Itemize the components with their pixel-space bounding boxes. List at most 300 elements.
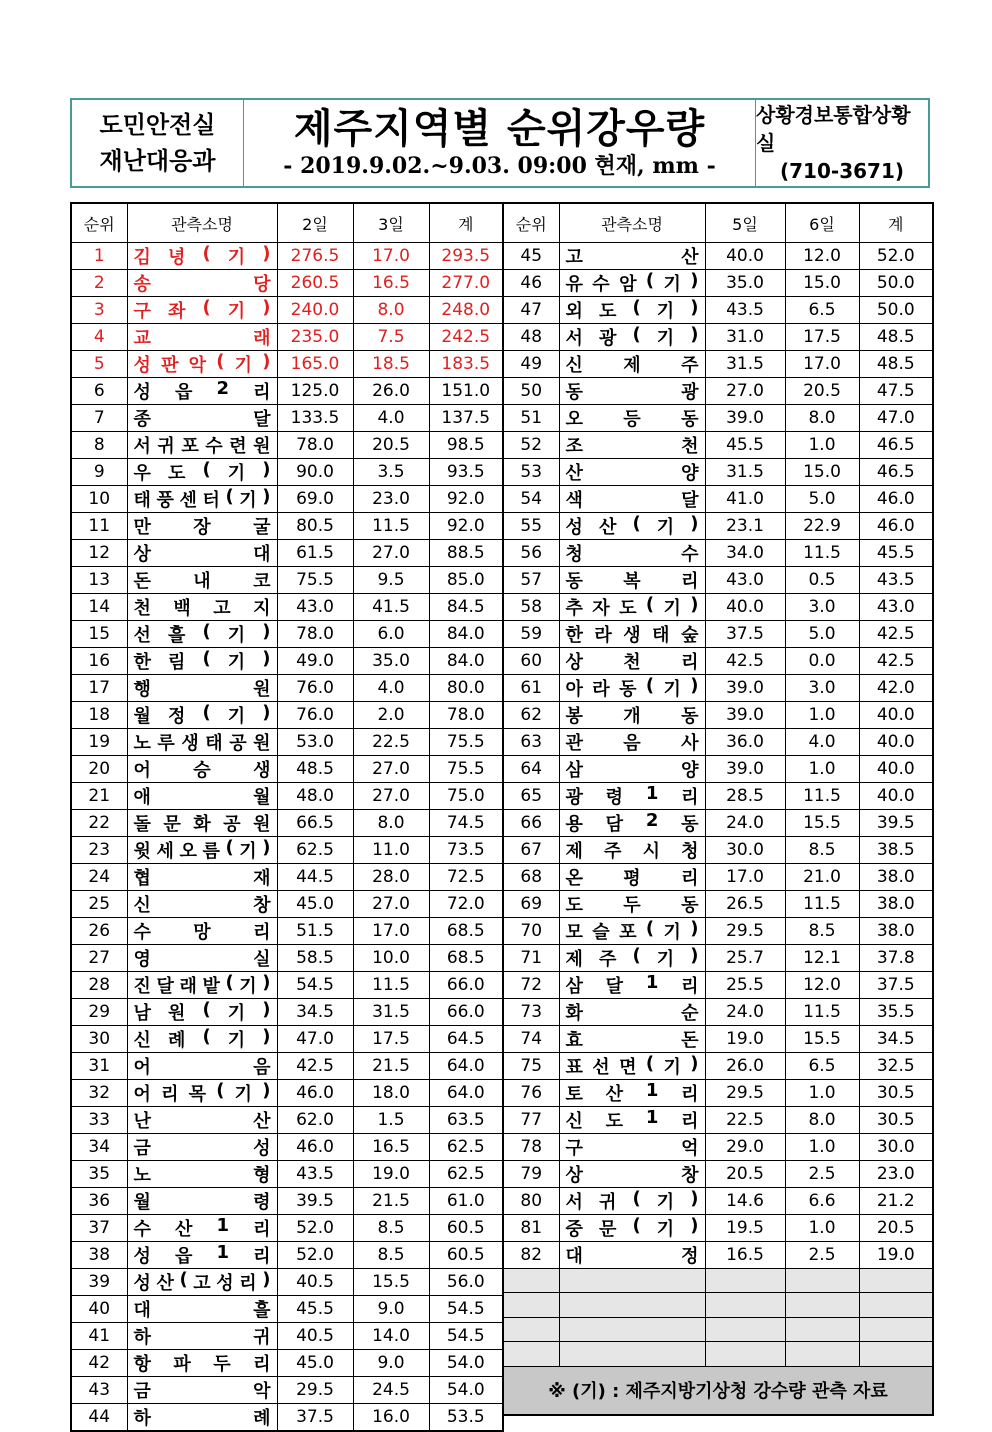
total-value: 50.0 xyxy=(859,270,933,297)
col-day2: 6일 xyxy=(785,203,859,243)
day1-value: 78.0 xyxy=(277,432,353,459)
day1-value: 45.0 xyxy=(277,891,353,918)
day2-value: 6.0 xyxy=(353,621,429,648)
rank-cell: 55 xyxy=(503,513,559,540)
table-row xyxy=(71,567,503,594)
station-name: 애 월 xyxy=(127,783,277,810)
note-row xyxy=(503,1366,933,1415)
total-value: 20.5 xyxy=(859,1215,933,1242)
station-name: 조 천 xyxy=(559,432,705,459)
day2-value: 15.0 xyxy=(785,459,859,486)
total-value: 61.0 xyxy=(429,1188,503,1215)
total-value: 30.5 xyxy=(859,1107,933,1134)
day1-value: 29.5 xyxy=(705,1080,785,1107)
rank-cell: 34 xyxy=(71,1134,127,1161)
day1-value: 42.5 xyxy=(277,1053,353,1080)
station-name: 대 정 xyxy=(559,1242,705,1269)
rank-cell: 51 xyxy=(503,405,559,432)
day2-value: 4.0 xyxy=(353,675,429,702)
total-value: 34.5 xyxy=(859,1026,933,1053)
station-name: 상 천 리 xyxy=(559,648,705,675)
station-name: 동 복 리 xyxy=(559,567,705,594)
station-name: 한 림 ( 기 ) xyxy=(127,648,277,675)
total-value: 30.0 xyxy=(859,1134,933,1161)
empty-row xyxy=(503,1293,933,1317)
day2-value: 18.5 xyxy=(353,351,429,378)
rank-cell: 42 xyxy=(71,1350,127,1377)
total-value: 46.5 xyxy=(859,459,933,486)
station-name: 오 등 동 xyxy=(559,405,705,432)
station-name: 용 담 2 동 xyxy=(559,810,705,837)
day1-value: 125.0 xyxy=(277,378,353,405)
col-total: 계 xyxy=(429,203,503,243)
table-row xyxy=(503,513,933,540)
day1-value: 39.0 xyxy=(705,756,785,783)
rank-cell: 74 xyxy=(503,1026,559,1053)
table-row xyxy=(503,864,933,891)
day1-value: 39.0 xyxy=(705,675,785,702)
station-name: 협 재 xyxy=(127,864,277,891)
rank-cell: 16 xyxy=(71,648,127,675)
empty-cell xyxy=(559,1317,705,1341)
day2-value: 11.5 xyxy=(785,540,859,567)
day1-value: 39.5 xyxy=(277,1188,353,1215)
total-value: 48.5 xyxy=(859,351,933,378)
table-row xyxy=(503,783,933,810)
day2-value: 11.5 xyxy=(785,891,859,918)
empty-cell xyxy=(559,1293,705,1317)
col-station: 관측소명 xyxy=(559,203,705,243)
rank-cell: 13 xyxy=(71,567,127,594)
rank-cell: 66 xyxy=(503,810,559,837)
table-row xyxy=(71,945,503,972)
station-name: 윗 세 오 름 ( 기 ) xyxy=(127,837,277,864)
rainfall-table-right xyxy=(502,202,934,1416)
page-title: 제주지역별 순위강우량 xyxy=(293,106,706,152)
table-row xyxy=(71,486,503,513)
table-row xyxy=(503,432,933,459)
rank-cell: 12 xyxy=(71,540,127,567)
station-name: 광 령 1 리 xyxy=(559,783,705,810)
station-name: 송 당 xyxy=(127,270,277,297)
day1-value: 43.5 xyxy=(705,297,785,324)
total-value: 54.5 xyxy=(429,1296,503,1323)
table-row xyxy=(71,1053,503,1080)
empty-cell xyxy=(705,1317,785,1341)
rank-cell: 11 xyxy=(71,513,127,540)
day1-value: 37.5 xyxy=(277,1404,353,1432)
total-value: 40.0 xyxy=(859,756,933,783)
day1-value: 48.5 xyxy=(277,756,353,783)
rank-cell: 37 xyxy=(71,1215,127,1242)
rank-cell: 26 xyxy=(71,918,127,945)
table-row xyxy=(71,999,503,1026)
total-value: 21.2 xyxy=(859,1188,933,1215)
station-name: 난 산 xyxy=(127,1107,277,1134)
table-row xyxy=(71,540,503,567)
day2-value: 17.5 xyxy=(785,324,859,351)
station-name: 선 흘 ( 기 ) xyxy=(127,621,277,648)
day2-value: 41.5 xyxy=(353,594,429,621)
total-value: 64.5 xyxy=(429,1026,503,1053)
station-name: 토 산 1 리 xyxy=(559,1080,705,1107)
rank-cell: 19 xyxy=(71,729,127,756)
total-value: 73.5 xyxy=(429,837,503,864)
table-row xyxy=(71,1296,503,1323)
total-value: 183.5 xyxy=(429,351,503,378)
day1-value: 53.0 xyxy=(277,729,353,756)
rank-cell: 31 xyxy=(71,1053,127,1080)
office-name: 상황경보통합상황실 xyxy=(756,103,911,155)
day2-value: 9.0 xyxy=(353,1296,429,1323)
empty-cell xyxy=(705,1342,785,1366)
rank-cell: 59 xyxy=(503,621,559,648)
office-box xyxy=(756,100,928,186)
rank-cell: 50 xyxy=(503,378,559,405)
office-phone: (710-3671) xyxy=(780,159,904,183)
day2-value: 18.0 xyxy=(353,1080,429,1107)
table-row xyxy=(71,783,503,810)
day1-value: 31.5 xyxy=(705,459,785,486)
total-value: 64.0 xyxy=(429,1053,503,1080)
day1-value: 25.5 xyxy=(705,972,785,999)
empty-cell xyxy=(559,1342,705,1366)
station-name: 어 음 xyxy=(127,1053,277,1080)
table-row xyxy=(503,675,933,702)
total-value: 46.5 xyxy=(859,432,933,459)
day2-value: 1.0 xyxy=(785,1215,859,1242)
empty-cell xyxy=(785,1317,859,1341)
empty-cell xyxy=(785,1269,859,1293)
day2-value: 15.5 xyxy=(785,1026,859,1053)
day1-value: 43.0 xyxy=(705,567,785,594)
total-value: 62.5 xyxy=(429,1161,503,1188)
table-row xyxy=(71,1188,503,1215)
day1-value: 276.5 xyxy=(277,243,353,270)
rank-cell: 23 xyxy=(71,837,127,864)
total-value: 74.5 xyxy=(429,810,503,837)
day1-value: 75.5 xyxy=(277,567,353,594)
day2-value: 2.5 xyxy=(785,1161,859,1188)
total-value: 72.0 xyxy=(429,891,503,918)
table-row xyxy=(71,432,503,459)
station-name: 동 광 xyxy=(559,378,705,405)
total-value: 40.0 xyxy=(859,702,933,729)
rank-cell: 32 xyxy=(71,1080,127,1107)
station-name: 성 읍 1 리 xyxy=(127,1242,277,1269)
day1-value: 39.0 xyxy=(705,702,785,729)
day2-value: 1.0 xyxy=(785,702,859,729)
day1-value: 52.0 xyxy=(277,1242,353,1269)
day1-value: 23.1 xyxy=(705,513,785,540)
station-name: 월 령 xyxy=(127,1188,277,1215)
total-value: 43.5 xyxy=(859,567,933,594)
total-value: 60.5 xyxy=(429,1242,503,1269)
day2-value: 22.9 xyxy=(785,513,859,540)
day2-value: 26.0 xyxy=(353,378,429,405)
day1-value: 16.5 xyxy=(705,1242,785,1269)
total-value: 68.5 xyxy=(429,945,503,972)
table-row xyxy=(503,918,933,945)
rank-cell: 8 xyxy=(71,432,127,459)
table-row xyxy=(503,486,933,513)
empty-cell xyxy=(859,1269,933,1293)
day2-value: 8.5 xyxy=(785,837,859,864)
rank-cell: 62 xyxy=(503,702,559,729)
total-value: 242.5 xyxy=(429,324,503,351)
station-name: 효 돈 xyxy=(559,1026,705,1053)
table-row xyxy=(71,459,503,486)
total-value: 137.5 xyxy=(429,405,503,432)
day2-value: 3.5 xyxy=(353,459,429,486)
table-row xyxy=(503,270,933,297)
table-row xyxy=(503,891,933,918)
rank-cell: 81 xyxy=(503,1215,559,1242)
day1-value: 43.5 xyxy=(277,1161,353,1188)
total-value: 62.5 xyxy=(429,1134,503,1161)
table-row xyxy=(503,648,933,675)
rank-cell: 30 xyxy=(71,1026,127,1053)
rank-cell: 25 xyxy=(71,891,127,918)
col-day2: 3일 xyxy=(353,203,429,243)
station-name: 노 형 xyxy=(127,1161,277,1188)
day1-value: 43.0 xyxy=(277,594,353,621)
table-row xyxy=(503,702,933,729)
day2-value: 28.0 xyxy=(353,864,429,891)
table-row xyxy=(71,1269,503,1296)
total-value: 85.0 xyxy=(429,567,503,594)
rank-cell: 1 xyxy=(71,243,127,270)
rank-cell: 10 xyxy=(71,486,127,513)
table-header-row xyxy=(503,203,933,243)
station-name: 청 수 xyxy=(559,540,705,567)
day2-value: 9.0 xyxy=(353,1350,429,1377)
table-row xyxy=(71,1404,503,1432)
day1-value: 20.5 xyxy=(705,1161,785,1188)
station-name: 신 제 주 xyxy=(559,351,705,378)
table-row xyxy=(71,675,503,702)
station-name: 수 망 리 xyxy=(127,918,277,945)
col-day1: 2일 xyxy=(277,203,353,243)
day1-value: 26.5 xyxy=(705,891,785,918)
empty-cell xyxy=(859,1342,933,1366)
rank-cell: 7 xyxy=(71,405,127,432)
rank-cell: 68 xyxy=(503,864,559,891)
rank-cell: 61 xyxy=(503,675,559,702)
rank-cell: 6 xyxy=(71,378,127,405)
rank-cell: 45 xyxy=(503,243,559,270)
table-row xyxy=(503,297,933,324)
station-name: 모 슬 포 ( 기 ) xyxy=(559,918,705,945)
total-value: 277.0 xyxy=(429,270,503,297)
total-value: 40.0 xyxy=(859,783,933,810)
station-name: 신 도 1 리 xyxy=(559,1107,705,1134)
day1-value: 62.5 xyxy=(277,837,353,864)
rank-cell: 71 xyxy=(503,945,559,972)
total-value: 84.0 xyxy=(429,621,503,648)
day1-value: 40.0 xyxy=(705,594,785,621)
day1-value: 37.5 xyxy=(705,621,785,648)
rank-cell: 69 xyxy=(503,891,559,918)
table-row xyxy=(503,1161,933,1188)
day2-value: 21.0 xyxy=(785,864,859,891)
day2-value: 2.0 xyxy=(353,702,429,729)
station-name: 영 실 xyxy=(127,945,277,972)
empty-cell xyxy=(859,1293,933,1317)
station-name: 삼 달 1 리 xyxy=(559,972,705,999)
day1-value: 90.0 xyxy=(277,459,353,486)
day1-value: 26.0 xyxy=(705,1053,785,1080)
station-name: 아 라 동 ( 기 ) xyxy=(559,675,705,702)
day2-value: 8.0 xyxy=(785,405,859,432)
total-value: 19.0 xyxy=(859,1242,933,1269)
table-row xyxy=(71,405,503,432)
total-value: 23.0 xyxy=(859,1161,933,1188)
table-row xyxy=(71,1134,503,1161)
day1-value: 24.0 xyxy=(705,810,785,837)
station-name: 고 산 xyxy=(559,243,705,270)
total-value: 46.0 xyxy=(859,513,933,540)
station-name: 돌 문 화 공 원 xyxy=(127,810,277,837)
day2-value: 12.0 xyxy=(785,243,859,270)
table-row xyxy=(503,1107,933,1134)
day2-value: 0.5 xyxy=(785,567,859,594)
day2-value: 12.1 xyxy=(785,945,859,972)
day2-value: 1.5 xyxy=(353,1107,429,1134)
rank-cell: 44 xyxy=(71,1404,127,1432)
day1-value: 51.5 xyxy=(277,918,353,945)
day2-value: 19.0 xyxy=(353,1161,429,1188)
rank-cell: 78 xyxy=(503,1134,559,1161)
day1-value: 45.0 xyxy=(277,1350,353,1377)
rank-cell: 49 xyxy=(503,351,559,378)
day2-value: 16.5 xyxy=(353,1134,429,1161)
total-value: 54.0 xyxy=(429,1377,503,1404)
table-row xyxy=(71,1242,503,1269)
total-value: 50.0 xyxy=(859,297,933,324)
station-name: 제 주 ( 기 ) xyxy=(559,945,705,972)
day1-value: 42.5 xyxy=(705,648,785,675)
station-name: 종 달 xyxy=(127,405,277,432)
total-value: 47.0 xyxy=(859,405,933,432)
table-row xyxy=(503,594,933,621)
rank-cell: 64 xyxy=(503,756,559,783)
table-row xyxy=(503,810,933,837)
rank-cell: 17 xyxy=(71,675,127,702)
total-value: 46.0 xyxy=(859,486,933,513)
rank-cell: 63 xyxy=(503,729,559,756)
station-name: 항 파 두 리 xyxy=(127,1350,277,1377)
rank-cell: 14 xyxy=(71,594,127,621)
title-box xyxy=(244,100,756,186)
rank-cell: 72 xyxy=(503,972,559,999)
day2-value: 17.0 xyxy=(353,918,429,945)
day2-value: 1.0 xyxy=(785,756,859,783)
rank-cell: 80 xyxy=(503,1188,559,1215)
day2-value: 1.0 xyxy=(785,1080,859,1107)
day1-value: 29.0 xyxy=(705,1134,785,1161)
station-name: 구 좌 ( 기 ) xyxy=(127,297,277,324)
station-name: 제 주 시 청 xyxy=(559,837,705,864)
day2-value: 8.5 xyxy=(353,1242,429,1269)
day2-value: 8.0 xyxy=(353,810,429,837)
table-header-row xyxy=(71,203,503,243)
col-rank: 순위 xyxy=(71,203,127,243)
total-value: 84.5 xyxy=(429,594,503,621)
station-name: 산 양 xyxy=(559,459,705,486)
total-value: 60.5 xyxy=(429,1215,503,1242)
rank-cell: 67 xyxy=(503,837,559,864)
day1-value: 24.0 xyxy=(705,999,785,1026)
day1-value: 48.0 xyxy=(277,783,353,810)
station-name: 만 장 굴 xyxy=(127,513,277,540)
day2-value: 20.5 xyxy=(785,378,859,405)
rank-cell: 54 xyxy=(503,486,559,513)
day1-value: 49.0 xyxy=(277,648,353,675)
station-name: 온 평 리 xyxy=(559,864,705,891)
day2-value: 27.0 xyxy=(353,756,429,783)
station-name: 서 귀 포 수 련 원 xyxy=(127,432,277,459)
empty-cell xyxy=(503,1293,559,1317)
total-value: 53.5 xyxy=(429,1404,503,1432)
total-value: 151.0 xyxy=(429,378,503,405)
empty-row xyxy=(503,1317,933,1341)
total-value: 37.8 xyxy=(859,945,933,972)
total-value: 80.0 xyxy=(429,675,503,702)
table-row xyxy=(503,405,933,432)
rank-cell: 29 xyxy=(71,999,127,1026)
station-name: 한 라 생 태 숲 xyxy=(559,621,705,648)
rank-cell: 52 xyxy=(503,432,559,459)
station-name: 성 산 ( 고 성 리 ) xyxy=(127,1269,277,1296)
day1-value: 22.5 xyxy=(705,1107,785,1134)
table-row xyxy=(71,351,503,378)
table-row xyxy=(71,243,503,270)
rank-cell: 15 xyxy=(71,621,127,648)
day1-value: 45.5 xyxy=(277,1296,353,1323)
rank-cell: 2 xyxy=(71,270,127,297)
total-value: 98.5 xyxy=(429,432,503,459)
table-row xyxy=(71,837,503,864)
rank-cell: 46 xyxy=(503,270,559,297)
day2-value: 17.0 xyxy=(353,243,429,270)
rank-cell: 22 xyxy=(71,810,127,837)
day2-value: 8.0 xyxy=(785,1107,859,1134)
rank-cell: 77 xyxy=(503,1107,559,1134)
total-value: 75.0 xyxy=(429,783,503,810)
day1-value: 40.0 xyxy=(705,243,785,270)
total-value: 78.0 xyxy=(429,702,503,729)
day1-value: 58.5 xyxy=(277,945,353,972)
day1-value: 14.6 xyxy=(705,1188,785,1215)
table-row xyxy=(503,1080,933,1107)
day1-value: 19.5 xyxy=(705,1215,785,1242)
table-row xyxy=(71,891,503,918)
day2-value: 20.5 xyxy=(353,432,429,459)
table-row xyxy=(503,1053,933,1080)
station-name: 표 선 면 ( 기 ) xyxy=(559,1053,705,1080)
table-row xyxy=(71,1215,503,1242)
rank-cell: 56 xyxy=(503,540,559,567)
station-name: 신 례 ( 기 ) xyxy=(127,1026,277,1053)
empty-cell xyxy=(705,1269,785,1293)
total-value: 64.0 xyxy=(429,1080,503,1107)
table-row xyxy=(71,702,503,729)
day1-value: 40.5 xyxy=(277,1269,353,1296)
day2-value: 6.6 xyxy=(785,1188,859,1215)
day2-value: 8.0 xyxy=(353,297,429,324)
total-value: 30.5 xyxy=(859,1080,933,1107)
